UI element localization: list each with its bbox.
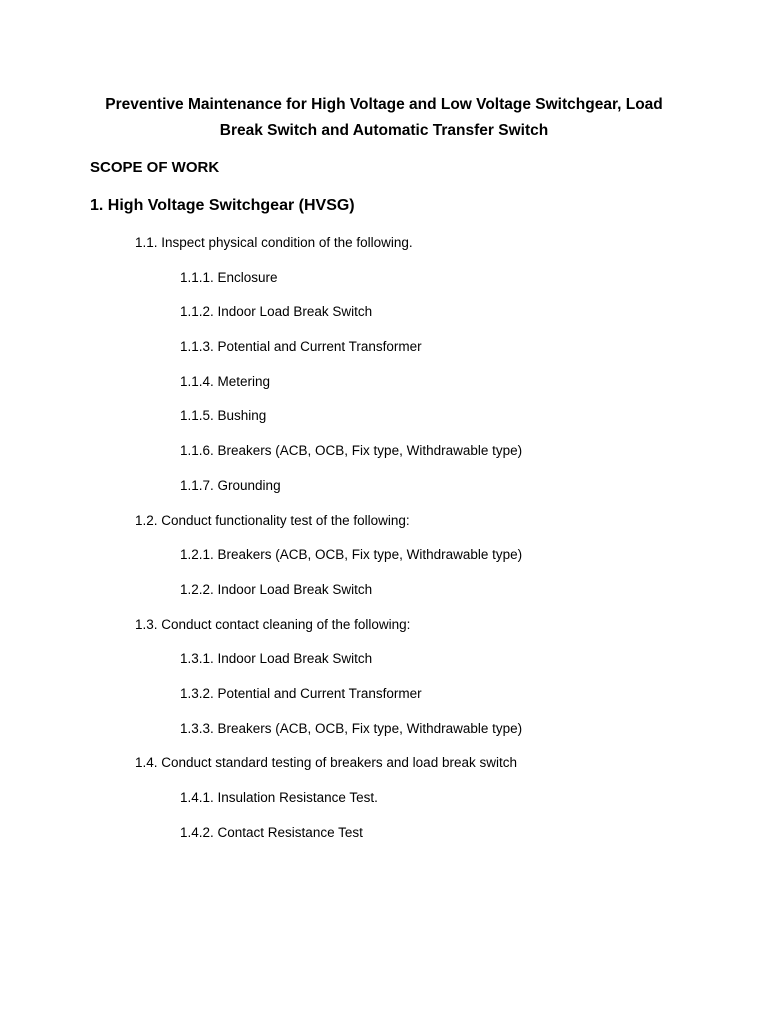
scope-detail-item: 1.3.1. Indoor Load Break Switch: [180, 651, 373, 667]
scope-detail-item: 1.1.7. Grounding: [180, 477, 281, 493]
scope-detail-item: 1.4.2. Contact Resistance Test: [180, 824, 363, 840]
document-title-line-2: Break Switch and Automatic Transfer Switch: [219, 122, 549, 139]
scope-detail-item: 1.4.1. Insulation Resistance Test.: [180, 790, 378, 805]
document-title-line-1: Preventive Maintenance for High Voltage and Low Voltage Switchgear, Load: [105, 96, 663, 113]
scope-of-work-heading: SCOPE OF WORK: [90, 159, 220, 176]
section-heading-hvsg: 1. High Voltage Switchgear (HVSG): [90, 197, 355, 214]
scope-detail-item: 1.2.2. Indoor Load Break Switch: [180, 581, 373, 597]
scope-detail-item: 1.1.6. Breakers (ACB, OCB, Fix type, Withdrawable type): [180, 443, 523, 459]
scope-detail-item: 1.1.5. Bushing: [180, 408, 267, 424]
scope-item-list: [0, 233, 768, 857]
scope-detail-item: 1.1.3. Potential and Current Transformer: [180, 339, 422, 355]
scope-detail-item: 1.3.3. Breakers (ACB, OCB, Fix type, Withdrawable type): [180, 720, 523, 736]
document-title: [60, 92, 708, 144]
scope-subsection-item: 1.1. Inspect physical condition of the following.: [135, 235, 413, 250]
scope-subsection-item: 1.4. Conduct standard testing of breakers and load break switch: [135, 755, 517, 771]
scope-detail-item: 1.3.2. Potential and Current Transformer: [180, 685, 422, 701]
scope-detail-item: 1.1.1. Enclosure: [180, 269, 278, 285]
scope-detail-item: 1.1.2. Indoor Load Break Switch: [180, 304, 373, 320]
scope-subsection-item: 1.3. Conduct contact cleaning of the following:: [135, 616, 411, 632]
scope-detail-item: 1.2.1. Breakers (ACB, OCB, Fix type, Withdrawable type): [180, 547, 523, 563]
scope-subsection-item: 1.2. Conduct functionality test of the following:: [135, 512, 410, 528]
scope-detail-item: 1.1.4. Metering: [180, 373, 271, 389]
